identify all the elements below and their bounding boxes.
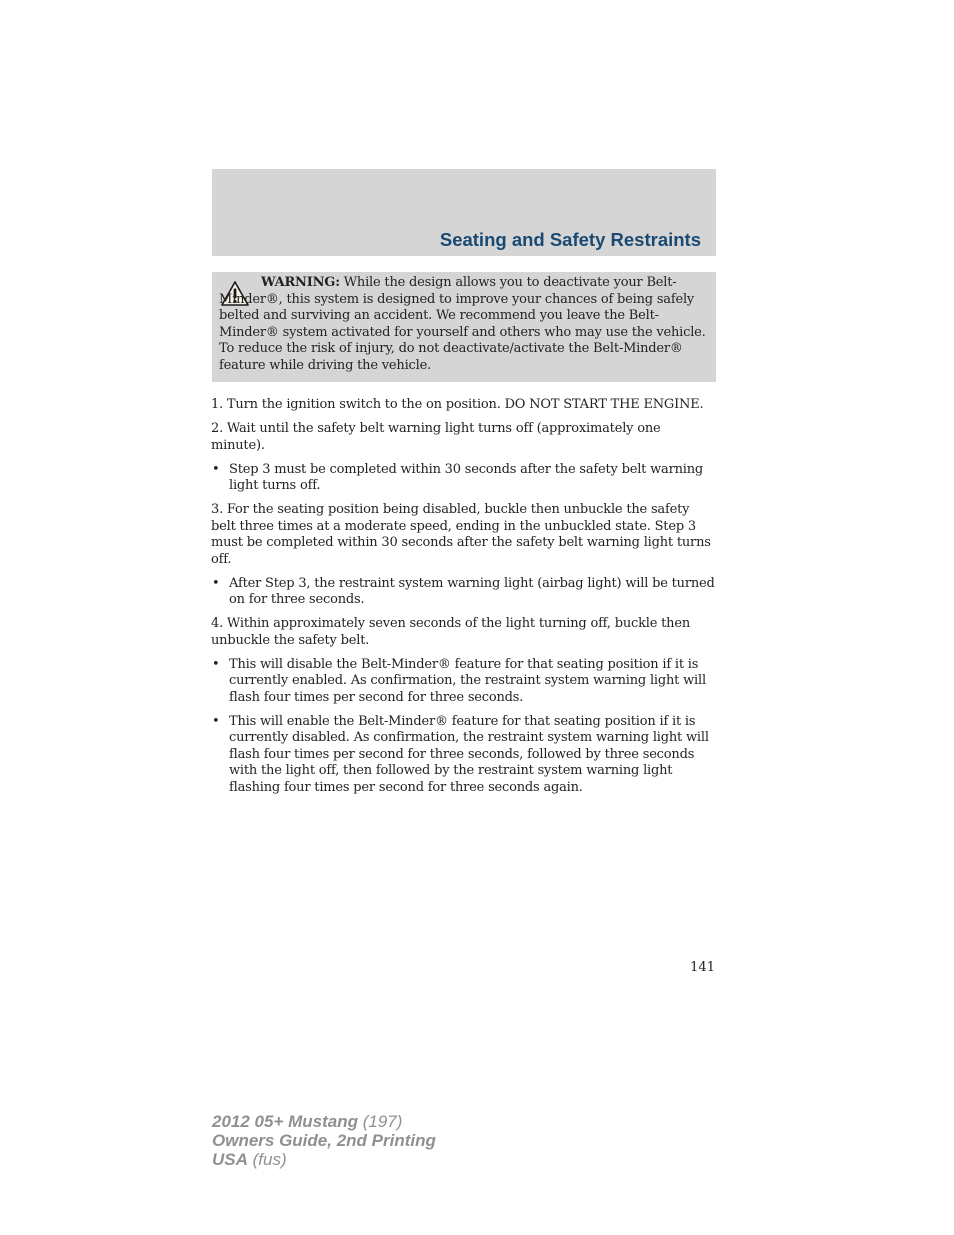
list-item <box>211 576 717 609</box>
page-number: 141 <box>690 960 715 975</box>
warning-label: WARNING: <box>261 275 340 290</box>
warning-text <box>219 275 713 374</box>
footer-model: 2012 05+ Mustang <box>212 1112 358 1131</box>
footer-line-2 <box>212 1131 436 1150</box>
step-2: 2. Wait until the safety belt warning light turns off (approximately one minute). <box>211 421 661 453</box>
bullet-icon: • <box>212 713 220 729</box>
step-4-note-enable: This will enable the Belt-Minder® feature for that seating position if it is currently disabled. As confirmation, the restraint system warning light will flash four times per second for three seconds, followed by three seconds with the light off, then followed by the restraint system warning light flashing four times per second for three seconds again. <box>229 713 709 795</box>
list-item <box>211 714 717 797</box>
footer-market-code: (fus) <box>247 1150 287 1169</box>
step-3: 3. For the seating position being disabled, buckle then unbuckle the safety belt three times at a moderate speed, ending in the unbuckled state. Step 3 must be completed within 30 seconds after the safety belt warning light turns off. <box>211 502 711 567</box>
list-item <box>211 657 717 707</box>
section-header <box>212 169 716 256</box>
list-item <box>211 462 717 495</box>
bullet-icon: • <box>212 461 220 477</box>
footer-line-3 <box>212 1150 436 1169</box>
step-3-note: After Step 3, the restraint system warning light (airbag light) will be turned on for three seconds. <box>229 575 715 607</box>
instructions <box>211 397 717 804</box>
footer-edition: Owners Guide, 2nd Printing <box>212 1131 436 1150</box>
step-2-note: Step 3 must be completed within 30 seconds after the safety belt warning light turns off. <box>229 461 704 493</box>
footer-model-code: (197) <box>358 1112 403 1131</box>
step-1: 1. Turn the ignition switch to the on position. DO NOT START THE ENGINE. <box>211 397 704 412</box>
bullet-icon: • <box>212 575 220 591</box>
footer-market: USA <box>212 1150 248 1169</box>
step-4: 4. Within approximately seven seconds of the light turning off, buckle then unbuckle the safety belt. <box>211 616 690 648</box>
warning-body: While the design allows you to deactivate your Belt-Minder®, this system is designed to improve your chances of being safely belted and surviving an accident. We recommend you leave the Belt-Minder® system activated for yourself and others who may use the vehicle. To reduce the risk of injury, do not deactivate/activate the Belt-Minder® feature while driving the vehicle. <box>219 275 706 373</box>
warning-box <box>212 272 716 382</box>
bullet-icon: • <box>212 656 220 672</box>
footer <box>212 1112 436 1169</box>
footer-line-1 <box>212 1112 436 1131</box>
section-title: Seating and Safety Restraints <box>439 229 701 250</box>
step-4-note-disable: This will disable the Belt-Minder® feature for that seating position if it is currently enabled. As confirmation, the restraint system warning light will flash four times per second for three seconds. <box>229 656 706 705</box>
